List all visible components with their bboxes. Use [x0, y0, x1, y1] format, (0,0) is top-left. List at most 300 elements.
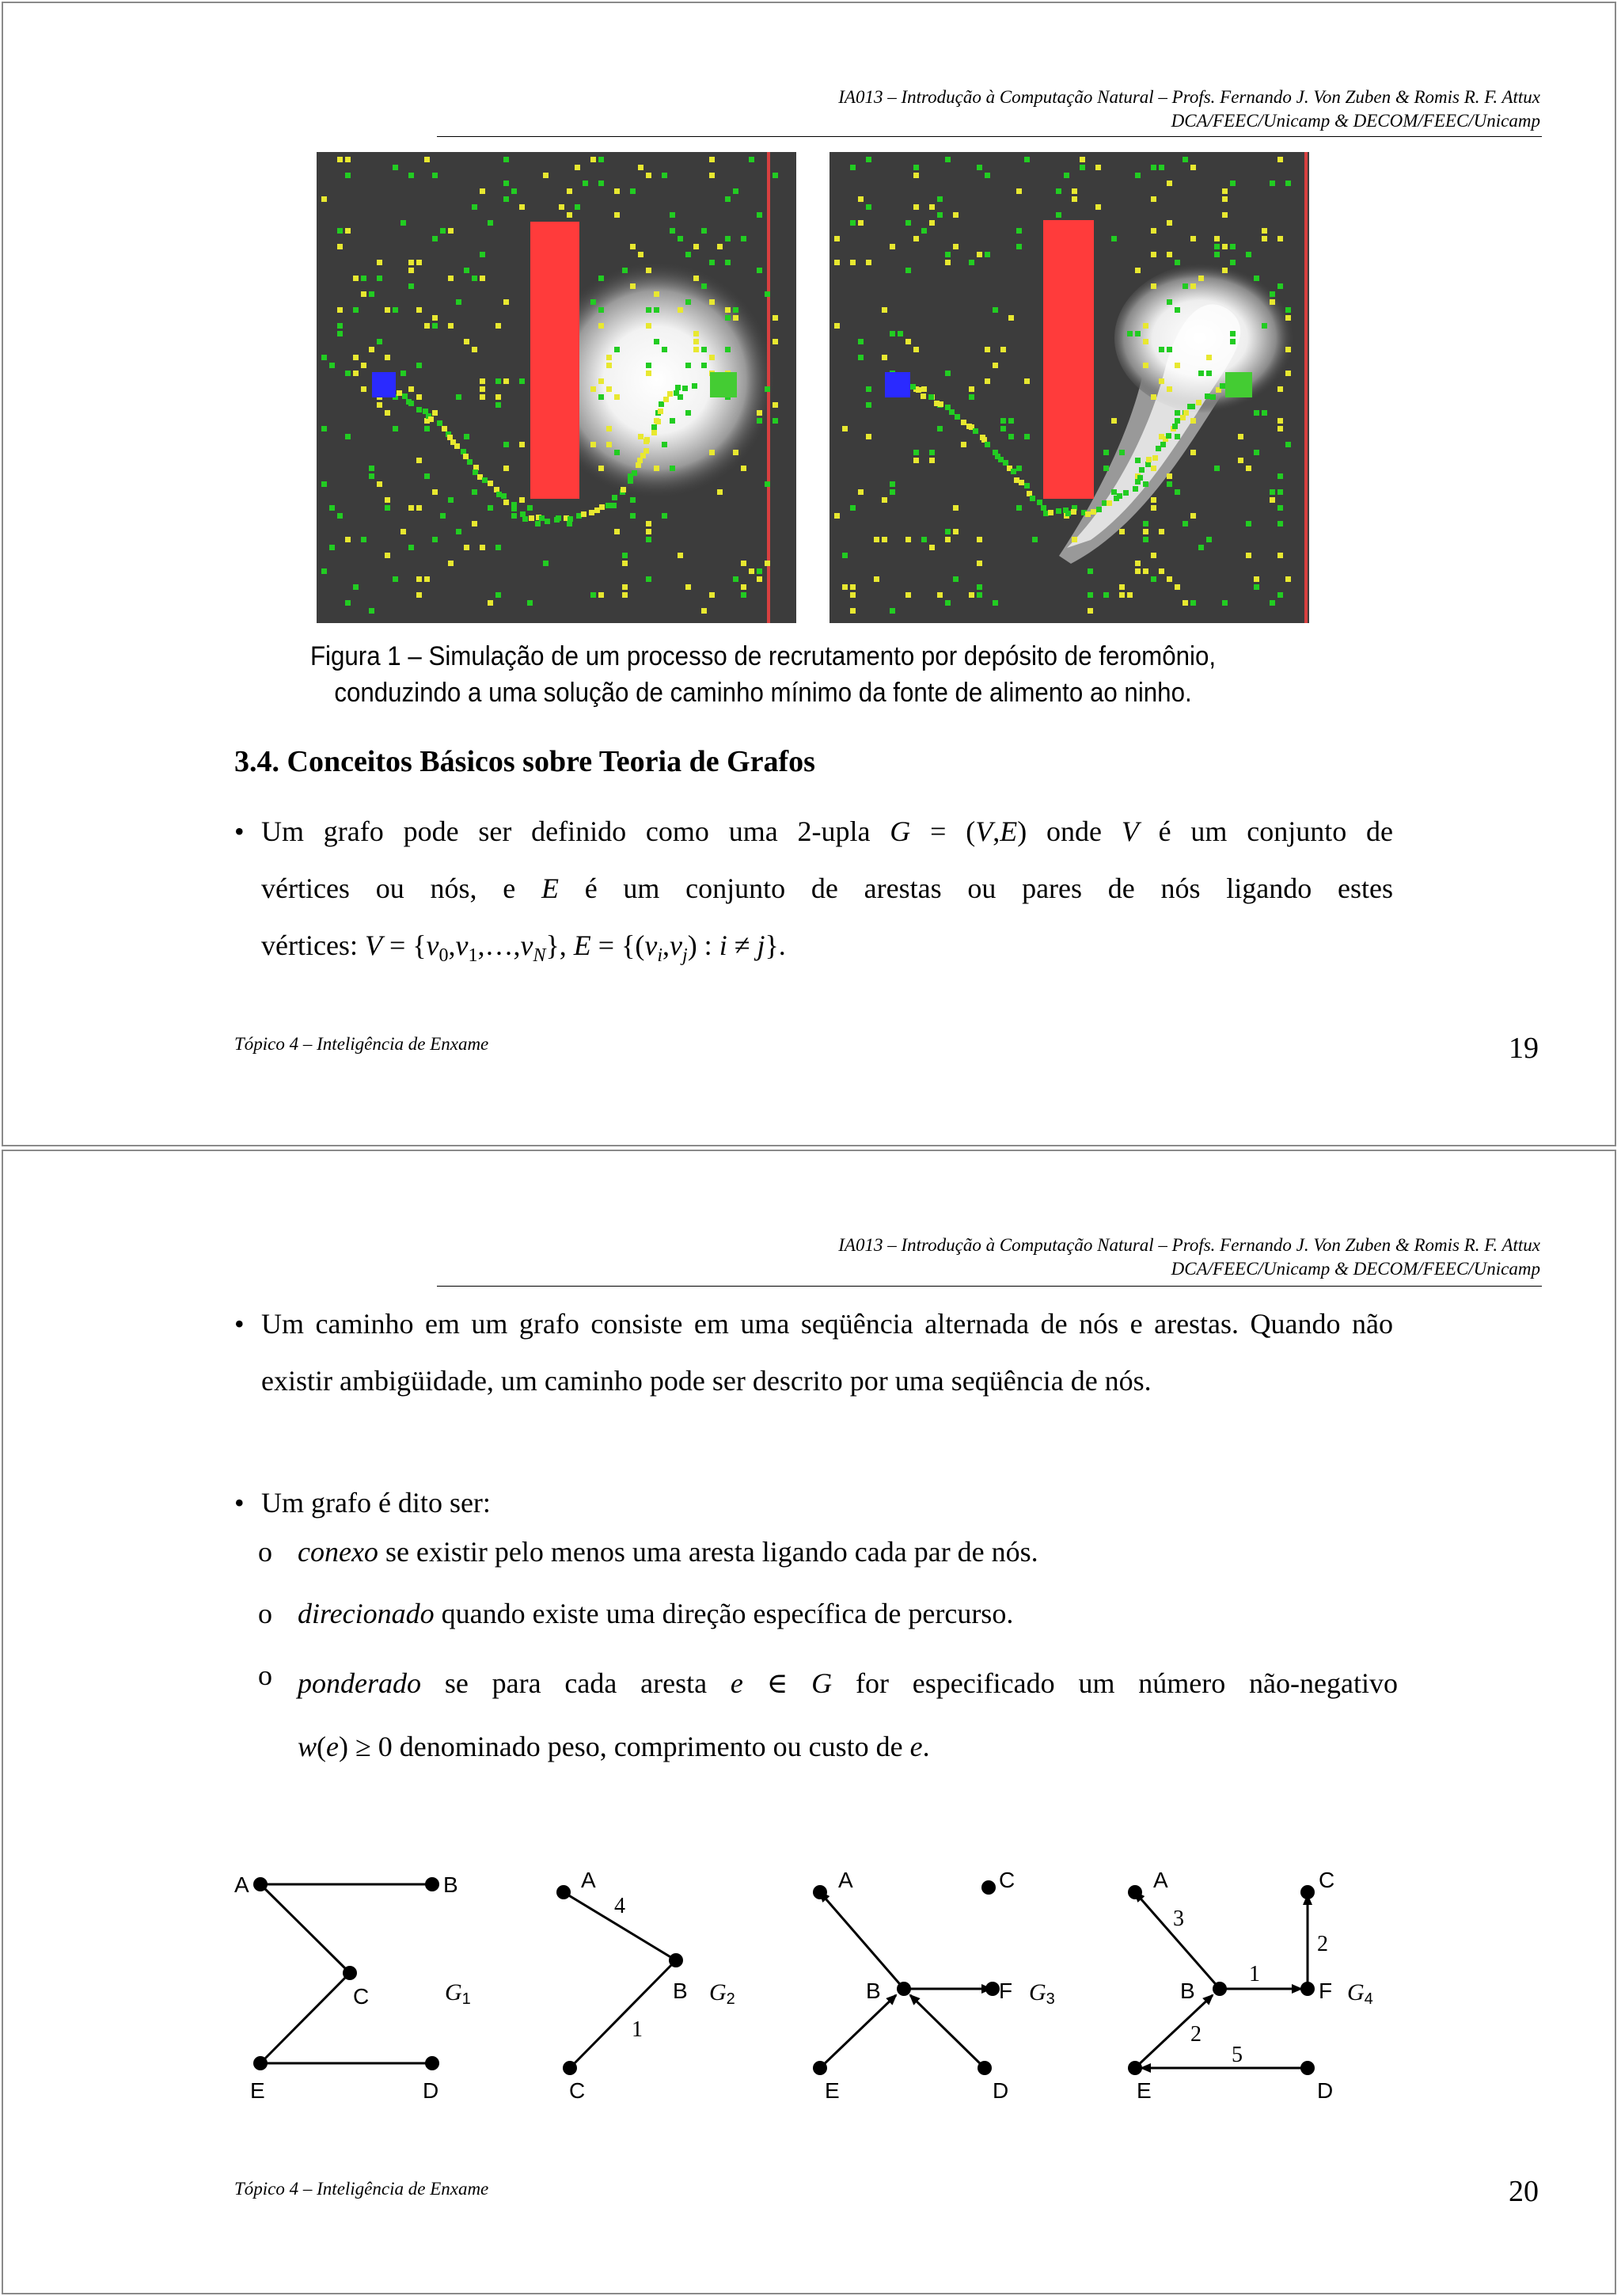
trail-dot — [1037, 500, 1042, 505]
ant-dot — [1254, 584, 1259, 590]
ant-dot — [1214, 244, 1220, 249]
graph-node — [1300, 1982, 1315, 1996]
trail-dot — [973, 428, 978, 434]
ant-dot — [456, 299, 461, 305]
ant-dot — [1119, 584, 1125, 590]
trail-dot — [482, 477, 488, 483]
circle-bullet-icon: o — [258, 1659, 272, 1691]
ant-dot — [937, 196, 943, 202]
ant-dot — [913, 173, 919, 178]
ant-dot — [598, 307, 604, 313]
ant-dot — [1262, 236, 1267, 241]
ant-dot — [858, 355, 864, 360]
ant-dot — [416, 592, 422, 598]
ant-dot — [408, 283, 414, 289]
ant-dot — [953, 529, 959, 534]
ant-dot — [416, 260, 422, 265]
term-ponderado: ponderado — [298, 1667, 421, 1699]
ant-dot — [1151, 394, 1156, 400]
ant-dot — [345, 600, 351, 606]
node-label: E — [825, 2078, 840, 2103]
ant-dot — [945, 252, 951, 257]
ant-dot — [733, 307, 738, 313]
ant-dot — [670, 212, 675, 218]
graph-examples — [3, 1151, 1618, 2296]
graph-node — [1128, 2061, 1142, 2075]
ant-dot — [472, 276, 477, 281]
ant-dot — [1016, 244, 1022, 249]
ant-dot — [614, 212, 620, 218]
ant-dot — [432, 236, 438, 241]
ant-dot — [1285, 307, 1291, 313]
ant-dot — [1151, 228, 1156, 234]
nest-square — [372, 372, 396, 397]
trail-dot — [437, 420, 442, 426]
trail-dot — [529, 515, 534, 521]
ant-dot — [416, 458, 422, 463]
graph-node — [978, 2061, 992, 2075]
circle-bullet-icon: o — [258, 1536, 272, 1568]
ant-dot — [1000, 426, 1006, 431]
ant-dot — [945, 371, 951, 376]
ant-dot — [1277, 553, 1283, 558]
ant-dot — [1214, 236, 1220, 241]
ant-dot — [725, 347, 731, 352]
ant-dot — [1175, 434, 1180, 439]
ant-dot — [575, 165, 580, 170]
ant-dot — [1064, 173, 1069, 178]
ant-dot — [377, 276, 382, 281]
trail-dot — [1123, 490, 1129, 496]
trail-dot — [442, 426, 447, 431]
ant-dot — [1277, 236, 1283, 241]
ant-dot — [1167, 252, 1172, 257]
ant-dot — [866, 157, 871, 162]
ant-dot — [345, 228, 351, 234]
trail-dot — [1210, 394, 1216, 400]
graph-node — [425, 2056, 439, 2070]
trail-dot — [659, 401, 664, 407]
ant-dot — [408, 545, 414, 550]
node-label: E — [250, 2078, 265, 2103]
ant-dot — [408, 505, 414, 511]
ant-dot — [1151, 505, 1156, 511]
trail-dot — [463, 454, 469, 459]
ant-dot — [1198, 276, 1204, 281]
ant-dot — [662, 513, 667, 519]
trail-dot — [496, 492, 502, 497]
header-course: IA013 – Introdução à Computação Natural – Profs. Fernando J. Von Zuben & Romis R. F. Attux — [838, 87, 1540, 107]
trail-dot — [643, 448, 649, 454]
ant-dot — [1016, 466, 1022, 471]
ant-dot — [1238, 458, 1243, 463]
trail-dot — [949, 409, 955, 415]
ant-dot — [882, 537, 887, 542]
ant-dot — [913, 347, 919, 352]
trail-dot — [1190, 404, 1195, 409]
ant-dot — [850, 220, 856, 226]
ant-dot — [345, 173, 351, 178]
ant-dot — [401, 529, 406, 534]
ant-dot — [432, 537, 438, 542]
ant-dot — [369, 291, 374, 297]
ant-dot — [590, 386, 596, 392]
ant-dot — [361, 276, 366, 281]
ant-dot — [1198, 371, 1204, 376]
ant-dot — [1270, 489, 1275, 495]
ant-dot — [606, 442, 612, 447]
trail-dot — [651, 424, 657, 430]
trail-dot — [568, 516, 573, 522]
ant-dot — [1183, 521, 1188, 526]
food-square — [710, 372, 737, 397]
ant-dot — [890, 331, 895, 336]
ant-dot — [519, 378, 525, 384]
ant-dot — [385, 505, 390, 511]
ant-dot — [401, 220, 406, 226]
ant-dot — [329, 545, 335, 550]
trail-dot — [1024, 483, 1030, 488]
ant-dot — [725, 315, 731, 321]
ant-dot — [480, 386, 485, 392]
ant-dot — [424, 576, 430, 582]
ant-dot — [416, 307, 422, 313]
item-text: se para cada aresta — [421, 1667, 731, 1699]
trail-dot — [473, 469, 478, 475]
ant-dot — [408, 268, 414, 273]
ant-dot — [321, 196, 327, 202]
ant-dot — [890, 489, 895, 495]
ant-dot — [842, 584, 848, 590]
ant-dot — [905, 268, 911, 273]
edge-weight: 2 — [1190, 2022, 1202, 2047]
trail-dot — [1137, 475, 1143, 481]
ant-dot — [543, 173, 549, 178]
ant-dot — [1175, 489, 1180, 495]
ant-dot — [985, 173, 990, 178]
trail-dot — [636, 462, 641, 468]
ant-dot — [757, 568, 762, 574]
graph-node — [563, 2061, 577, 2075]
trail-dot — [1152, 455, 1158, 461]
ant-dot — [416, 363, 422, 368]
ant-dot — [614, 450, 620, 455]
ant-dot — [733, 576, 738, 582]
ant-dot — [1151, 196, 1156, 202]
ant-dot — [1127, 331, 1133, 336]
trail-dot — [606, 503, 611, 508]
ant-dot — [464, 339, 469, 344]
ant-dot — [1206, 355, 1212, 360]
ant-dot — [385, 497, 390, 503]
node-label: C — [1319, 1868, 1335, 1892]
ant-dot — [1095, 165, 1101, 170]
ant-dot — [1206, 371, 1212, 376]
ant-dot — [1285, 181, 1291, 186]
trail-dot — [655, 419, 661, 424]
ant-dot — [1183, 600, 1188, 606]
ant-dot — [464, 268, 469, 273]
ant-dot — [945, 157, 951, 162]
graph-node — [1300, 2061, 1315, 2075]
ant-dot — [1175, 363, 1180, 368]
ant-dot — [1159, 568, 1164, 574]
ant-dot — [432, 323, 438, 329]
ant-dot — [1222, 268, 1228, 273]
ant-dot — [858, 196, 864, 202]
ant-dot — [850, 608, 856, 614]
ant-dot — [977, 165, 982, 170]
ant-dot — [1285, 576, 1291, 582]
ant-dot — [773, 173, 778, 178]
ant-dot — [630, 497, 636, 503]
node-label: A — [1153, 1868, 1168, 1892]
ant-dot — [1072, 196, 1077, 202]
ant-dot — [464, 434, 469, 439]
ant-dot — [448, 228, 454, 234]
trail-dot — [1027, 491, 1032, 496]
ant-dot — [393, 307, 398, 313]
term-conexo: conexo — [298, 1536, 378, 1568]
ant-dot — [1119, 529, 1125, 534]
ant-dot — [701, 608, 707, 614]
trail-dot — [674, 390, 679, 396]
ant-dot — [662, 347, 667, 352]
ant-dot — [1151, 497, 1156, 503]
ant-dot — [495, 378, 501, 384]
ant-dot — [1024, 434, 1030, 439]
ant-dot — [646, 576, 651, 582]
ant-dot — [480, 394, 485, 400]
ant-dot — [1246, 466, 1251, 471]
ant-dot — [890, 481, 895, 487]
ant-dot — [1270, 497, 1275, 503]
trail-dot — [397, 390, 402, 396]
ant-dot — [369, 608, 374, 614]
ant-dot — [511, 188, 517, 194]
ant-dot — [583, 181, 588, 186]
graph-node — [1213, 1982, 1227, 1996]
ant-dot — [598, 394, 604, 400]
ant-dot — [416, 576, 422, 582]
page-20: IA013 – Introdução à Computação Natural – Profs. Fernando J. Von Zuben & Romis R. F. Attux DCA/FEEC/Unicamp & DECOM/FEEC/Unicamp • Um caminho em um grafo consiste em uma seqüência alternada de nós e arestas. Quando não existir ambigüidade, um caminho pode ser descrito por uma seqüência de nós. • Um grafo é dito ser: o conexo se existir pelo menos uma aresta ligando cada par de nós. o direcionado quando existe uma direção específica de percurso. o ponderado se para cada aresta e ∈ G for especificado um número não-negativo w(e) ≥ 0 denominado peso, comprimento ou custo de e. A B C E D A B C A C B F E D A C B F E D 4 1 3 2 1 2 5 G1 G2 G3 G4 Tópico 4 – Inteligência de Enxame 20 — [2, 1150, 1616, 2294]
ant-dot — [337, 323, 343, 329]
node-label: D — [423, 2078, 439, 2103]
ant-dot — [503, 466, 509, 471]
ant-dot — [527, 600, 533, 606]
ant-dot — [866, 386, 871, 392]
ant-dot — [567, 188, 572, 194]
ant-dot — [1183, 157, 1188, 162]
ant-dot — [424, 323, 430, 329]
ant-dot — [1167, 220, 1172, 226]
ant-dot — [701, 228, 707, 234]
trail-dot — [682, 386, 688, 391]
ant-dot — [440, 513, 446, 519]
ant-dot — [646, 363, 651, 368]
ant-dot — [945, 537, 951, 542]
ant-dot — [527, 505, 533, 511]
ant-dot — [488, 505, 493, 511]
ant-dot — [440, 228, 446, 234]
ant-dot — [733, 188, 738, 194]
ant-dot — [662, 173, 667, 178]
trail-dot — [501, 493, 507, 499]
ant-dot — [1056, 212, 1061, 218]
ant-dot — [495, 402, 501, 408]
trail-dot — [1043, 511, 1049, 516]
node-label: B — [1180, 1979, 1195, 2003]
ant-dot — [850, 165, 856, 170]
ant-dot — [630, 188, 636, 194]
ant-dot — [929, 204, 935, 210]
ant-dot — [1119, 450, 1125, 455]
trail-dot — [910, 384, 916, 390]
ant-dot — [773, 418, 778, 424]
item-text: quando existe uma direção específica de percurso. — [434, 1598, 1014, 1629]
graph-node — [669, 1953, 683, 1967]
ant-dot — [488, 220, 493, 226]
ant-dot — [693, 339, 699, 344]
ant-dot — [614, 188, 620, 194]
ant-dot — [765, 561, 770, 566]
ant-dot — [969, 386, 974, 392]
food-square — [1225, 372, 1252, 397]
ant-dot — [638, 252, 643, 257]
ant-dot — [834, 323, 840, 329]
ant-dot — [654, 291, 659, 297]
ant-dot — [1167, 181, 1172, 186]
ant-dot — [448, 276, 454, 281]
trail-dot — [1019, 480, 1024, 485]
ant-dot — [1277, 418, 1283, 424]
ant-dot — [567, 212, 572, 218]
trail-dot — [1091, 509, 1096, 515]
ant-dot — [622, 592, 628, 598]
ant-dot — [416, 505, 422, 511]
ant-dot — [424, 426, 430, 431]
ant-dot — [353, 307, 359, 313]
node-label: C — [999, 1868, 1015, 1892]
trail-dot — [667, 391, 673, 397]
ant-dot — [337, 228, 343, 234]
ant-dot — [709, 450, 715, 455]
ant-dot — [1277, 521, 1283, 526]
trail-dot — [408, 401, 414, 406]
node-label: A — [581, 1868, 596, 1892]
ant-dot — [977, 584, 982, 590]
ant-dot — [377, 260, 382, 265]
ant-dot — [921, 228, 927, 234]
node-label: B — [673, 1979, 688, 2003]
ant-dot — [945, 600, 951, 606]
ant-dot — [575, 204, 580, 210]
ant-dot — [1135, 173, 1141, 178]
ant-dot — [1143, 481, 1148, 487]
ant-dot — [741, 236, 746, 241]
ant-dot — [598, 276, 604, 281]
ant-dot — [693, 244, 699, 249]
trail-dot — [1205, 393, 1210, 399]
ant-dot — [765, 481, 770, 487]
graph-name-g1: G1 — [445, 1979, 471, 2008]
ant-dot — [361, 386, 366, 392]
ant-dot — [337, 331, 343, 336]
ant-dot — [905, 537, 911, 542]
ant-dot — [385, 355, 390, 360]
ant-dot — [1190, 513, 1196, 519]
ant-dot — [432, 315, 438, 321]
ant-dot — [905, 220, 911, 226]
graph-node — [897, 1982, 911, 1996]
ant-dot — [385, 553, 390, 558]
node-label: F — [1319, 1979, 1333, 2003]
ant-dot — [858, 489, 864, 495]
ant-dot — [337, 307, 343, 313]
trail-dot — [581, 511, 587, 517]
ant-dot — [598, 157, 604, 162]
ant-dot — [614, 347, 620, 352]
ant-dot — [480, 276, 485, 281]
ant-dot — [1190, 283, 1196, 289]
ant-dot — [424, 473, 430, 479]
nest-square — [885, 372, 910, 397]
ant-dot — [993, 363, 998, 368]
ant-dot — [1206, 537, 1212, 542]
ant-dot — [1167, 299, 1172, 305]
ant-dot — [693, 331, 699, 336]
ant-dot — [646, 529, 651, 534]
ant-dot — [1016, 505, 1022, 511]
ant-dot — [1111, 489, 1117, 495]
ant-dot — [701, 363, 707, 368]
ant-dot — [646, 307, 651, 313]
trail-dot — [467, 459, 473, 465]
ant-dot — [1230, 181, 1236, 186]
ant-dot — [685, 363, 691, 368]
ant-dot — [1190, 418, 1196, 424]
ant-dot — [709, 173, 715, 178]
edge-weight: 2 — [1317, 1932, 1328, 1956]
trail-dot — [1160, 442, 1166, 447]
ant-dot — [905, 592, 911, 598]
ant-dot — [662, 442, 667, 447]
ant-dot — [1285, 442, 1291, 447]
bullet-path-text: Um caminho em um grafo consiste em uma seqüência alternada de nós e arestas. Quando não existir ambigüidade, um caminho pode ser descrito por uma seqüência de nós. — [261, 1308, 1393, 1397]
trail-dot — [589, 510, 594, 515]
ant-dot — [630, 513, 636, 519]
trail-dot — [461, 449, 466, 454]
ant-dot — [741, 584, 746, 590]
ant-dot — [1277, 489, 1283, 495]
ant-dot — [559, 204, 564, 210]
ant-dot — [678, 236, 683, 241]
ant-dot — [1127, 592, 1133, 598]
ant-dot — [385, 410, 390, 416]
page-footer: Tópico 4 – Inteligência de Enxame — [234, 2179, 489, 2199]
ant-dot — [369, 473, 374, 479]
ant-dot — [834, 513, 840, 519]
obstacle-wall — [530, 222, 579, 499]
edge-weight: 1 — [632, 2017, 643, 2042]
ant-dot — [858, 339, 864, 344]
ant-dot — [1159, 165, 1164, 170]
ant-dot — [385, 307, 390, 313]
ant-dot — [1088, 568, 1093, 574]
ant-dot — [393, 426, 398, 431]
ant-dot — [1151, 576, 1156, 582]
edge-weight: 3 — [1173, 1906, 1184, 1931]
